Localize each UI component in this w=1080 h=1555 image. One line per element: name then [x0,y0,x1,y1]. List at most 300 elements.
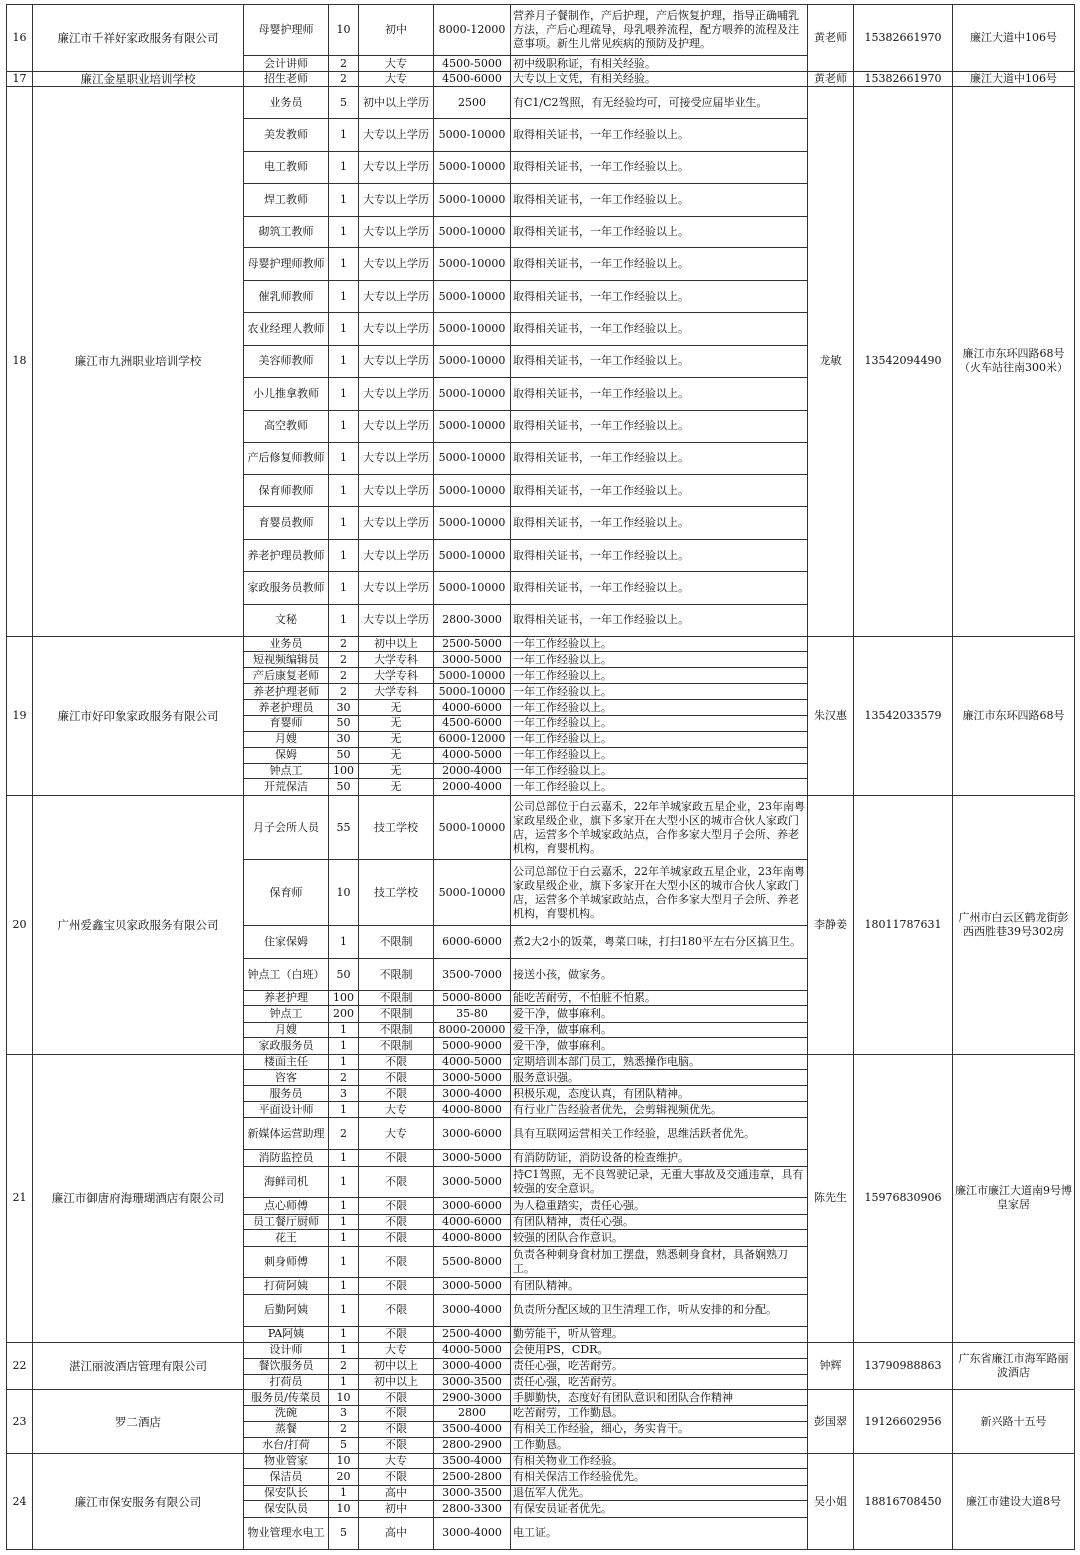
job-count: 1 [329,540,359,572]
job-count: 2 [329,1118,359,1150]
job-requirement: 能吃苦耐劳，不怕脏不怕累。 [511,990,808,1005]
job-rows [7,5,1075,1550]
company-address: 广州市白云区鹤龙街彭西西胜巷39号302房 [953,795,1075,1054]
job-requirement: 取得相关证书，一年工作经验以上。 [511,151,808,183]
job-requirement: 一年工作经验以上。 [511,700,808,715]
job-count: 10 [329,860,359,926]
job-salary: 5000-10000 [434,475,511,507]
job-salary: 4000-8000 [434,1230,511,1246]
job-count: 3 [329,1405,359,1421]
job-education: 不限 [359,1166,434,1198]
job-requirement: 取得相关证书，一年工作经验以上。 [511,540,808,572]
job-education: 技工学校 [359,795,434,860]
job-requirement: 一年工作经验以上。 [511,715,808,731]
job-salary: 4000-5000 [434,1054,511,1069]
job-count: 1 [329,571,359,604]
contact-person: 陈先生 [808,1054,854,1343]
job-salary: 4500-6000 [434,71,511,86]
job-requirement: 会使用PS，CDR。 [511,1343,808,1358]
job-requirement: 手脚勤快，态度好有团队意识和团队合作精神 [511,1390,808,1405]
job-education: 大专以上学历 [359,604,434,636]
job-count: 1 [329,377,359,410]
job-requirement: 取得相关证书，一年工作经验以上。 [511,281,808,313]
job-count: 1 [329,119,359,152]
job-title: 产后康复老师 [244,668,329,683]
company-name: 广州爱鑫宝贝家政服务有限公司 [33,795,244,1054]
job-requirement: 具有互联网运营相关工作经验，思维活跃者优先。 [511,1118,808,1150]
job-education: 不限 [359,1214,434,1229]
job-count: 2 [329,668,359,683]
job-salary: 2000-4000 [434,763,511,778]
contact-person: 朱汉惠 [808,636,854,795]
contact-person: 吴小姐 [808,1454,854,1550]
job-salary: 5000-10000 [434,683,511,699]
company-number: 22 [7,1343,33,1390]
job-title: 咨客 [244,1069,329,1085]
job-education: 大专 [359,1343,434,1358]
job-salary: 35-80 [434,1006,511,1022]
job-title: 会计讲师 [244,56,329,71]
job-count: 1 [329,1214,359,1229]
job-count: 5 [329,1437,359,1453]
job-count: 3 [329,1086,359,1101]
job-title: 员工餐厅厨师 [244,1214,329,1229]
job-requirement: 负责各种刺身食材加工摆盘，熟悉刺身食材，具备娴熟刀工。 [511,1246,808,1278]
job-education: 无 [359,700,434,715]
job-salary: 5000-10000 [434,540,511,572]
job-salary: 5000-8000 [434,990,511,1005]
table-row [7,1054,1075,1069]
job-education: 大学专科 [359,652,434,668]
job-count: 10 [329,1390,359,1405]
job-requirement: 一年工作经验以上。 [511,763,808,778]
job-count: 1 [329,1038,359,1054]
job-count: 1 [329,1101,359,1117]
job-requirement: 取得相关证书，一年工作经验以上。 [511,377,808,410]
job-title: 海鲜司机 [244,1166,329,1198]
job-title: 服务员/传菜员 [244,1390,329,1405]
job-count: 1 [329,281,359,313]
job-title: 美容师教师 [244,345,329,377]
contact-phone: 15382661970 [854,71,953,86]
job-count: 1 [329,1022,359,1037]
job-title: 砌筑工教师 [244,216,329,248]
company-name: 廉江市好印象家政服务有限公司 [33,636,244,795]
job-title: 养老护理 [244,990,329,1005]
job-salary: 2800-3300 [434,1501,511,1517]
job-salary: 6000-12000 [434,732,511,747]
job-requirement: 取得相关证书，一年工作经验以上。 [511,571,808,604]
job-title: 母婴护理师 [244,5,329,56]
job-title: 美发教师 [244,119,329,152]
job-requirement: 有相关物业工作经验。 [511,1454,808,1469]
job-salary: 8000-20000 [434,1022,511,1037]
job-salary: 2000-4000 [434,779,511,795]
job-title: 开荒保洁 [244,779,329,795]
job-education: 不限 [359,1437,434,1453]
job-requirement: 取得相关证书，一年工作经验以上。 [511,475,808,507]
contact-person: 钟辉 [808,1343,854,1390]
job-salary: 5000-9000 [434,1038,511,1054]
job-salary: 2500-4000 [434,1326,511,1342]
job-count: 1 [329,926,359,959]
job-title: 高空教师 [244,410,329,442]
job-salary: 3000-4000 [434,1086,511,1101]
job-education: 大专以上学历 [359,216,434,248]
job-requirement: 责任心强，吃苦耐劳。 [511,1358,808,1374]
job-education: 不限 [359,1246,434,1278]
job-title: PA阿姨 [244,1326,329,1342]
job-title: 产后修复师教师 [244,442,329,475]
contact-phone: 15382661970 [854,5,953,72]
job-education: 初中以上学历 [359,87,434,119]
job-requirement: 煮2大2小的饭菜，粤菜口味，打扫180平左右分区搞卫生。 [511,926,808,959]
job-education: 高中 [359,1485,434,1500]
job-count: 2 [329,683,359,699]
job-education: 不限 [359,1390,434,1405]
job-education: 初中 [359,5,434,56]
job-requirement: 负责所分配区域的卫生清理工作，听从安排的和分配。 [511,1294,808,1326]
job-education: 不限 [359,1278,434,1294]
job-count: 1 [329,442,359,475]
job-title: 钟点工（白班） [244,959,329,991]
job-title: 楼面主任 [244,1054,329,1069]
job-title: 花王 [244,1230,329,1246]
job-education: 大专以上学历 [359,248,434,281]
job-requirement: 有消防防证，消防设备的检查维护。 [511,1150,808,1166]
job-title: 月嫂 [244,732,329,747]
job-education: 不限 [359,1469,434,1485]
job-education: 大专 [359,1118,434,1150]
job-requirement: 一年工作经验以上。 [511,683,808,699]
job-education: 大专以上学历 [359,183,434,216]
job-title: 消防监控员 [244,1150,329,1166]
job-title: 养老护理老师 [244,683,329,699]
job-education: 不限 [359,1422,434,1437]
job-requirement: 取得相关证书，一年工作经验以上。 [511,345,808,377]
company-address: 新兴路十五号 [953,1390,1075,1454]
job-education: 大专以上学历 [359,442,434,475]
company-name: 廉江市御唐府海珊瑚酒店有限公司 [33,1054,244,1343]
job-count: 1 [329,248,359,281]
job-title: 业务员 [244,87,329,119]
job-requirement: 一年工作经验以上。 [511,636,808,651]
table-row [7,1343,1075,1358]
job-salary: 2500 [434,87,511,119]
job-count: 1 [329,345,359,377]
job-salary: 3000-4000 [434,1517,511,1549]
job-education: 大专以上学历 [359,410,434,442]
contact-person: 李静姜 [808,795,854,1054]
company-name: 湛江丽波酒店管理有限公司 [33,1343,244,1390]
job-salary: 5000-10000 [434,377,511,410]
job-salary: 4500-5000 [434,56,511,71]
job-title: 招生老师 [244,71,329,86]
company-number: 17 [7,71,33,86]
contact-phone: 19126602956 [854,1390,953,1454]
job-salary: 3000-4000 [434,1358,511,1374]
job-salary: 2900-3000 [434,1390,511,1405]
job-education: 不限制 [359,1006,434,1022]
job-count: 10 [329,5,359,56]
job-count: 1 [329,216,359,248]
job-listing-table [6,4,1075,1550]
job-requirement: 一年工作经验以上。 [511,652,808,668]
job-requirement: 公司总部位于白云嘉禾，22年羊城家政五星企业，23年南粤家政星级企业，旗下多家开在大型小区的城市合伙人家政门店，运营多个羊城家政站点，合作多家大型月子会所、养老机构，育婴机构。 [511,860,808,926]
job-salary: 3000-5000 [434,1278,511,1294]
job-title: 家政服务员教师 [244,571,329,604]
job-count: 5 [329,1517,359,1549]
job-count: 1 [329,1485,359,1500]
job-count: 1 [329,151,359,183]
job-salary: 4500-6000 [434,715,511,731]
company-name: 廉江金星职业培训学校 [33,71,244,86]
job-count: 50 [329,959,359,991]
job-education: 大专以上学历 [359,475,434,507]
job-count: 100 [329,990,359,1005]
job-requirement: 有相关工作经验，细心，务实肯干。 [511,1422,808,1437]
company-number: 21 [7,1054,33,1343]
job-requirement: 爱干净，做事麻利。 [511,1022,808,1037]
job-count: 200 [329,1006,359,1022]
job-salary: 3000-5000 [434,1069,511,1085]
job-education: 不限 [359,1069,434,1085]
job-title: 刺身师傅 [244,1246,329,1278]
job-salary: 5000-10000 [434,119,511,152]
job-education: 不限 [359,1198,434,1214]
job-count: 1 [329,313,359,346]
job-salary: 8000-12000 [434,5,511,56]
job-education: 大专以上学历 [359,571,434,604]
job-salary: 4000-6000 [434,700,511,715]
job-requirement: 有保安员证者优先。 [511,1501,808,1517]
job-education: 初中以上 [359,1374,434,1389]
job-title: 保育师教师 [244,475,329,507]
job-salary: 5000-10000 [434,507,511,540]
job-education: 无 [359,715,434,731]
job-title: 保姆 [244,747,329,763]
job-requirement: 取得相关证书，一年工作经验以上。 [511,119,808,152]
job-education: 不限制 [359,1038,434,1054]
job-education: 初中以上 [359,636,434,651]
job-count: 10 [329,1454,359,1469]
job-education: 大专以上学历 [359,377,434,410]
job-requirement: 为人稳重踏实，责任心强。 [511,1198,808,1214]
job-education: 大专以上学历 [359,313,434,346]
job-count: 50 [329,779,359,795]
job-count: 1 [329,1278,359,1294]
job-title: 电工教师 [244,151,329,183]
job-education: 无 [359,747,434,763]
job-salary: 2500-2800 [434,1469,511,1485]
job-title: 水台/打荷 [244,1437,329,1453]
job-title: 母婴护理师教师 [244,248,329,281]
job-education: 不限 [359,1086,434,1101]
job-title: 育婴师 [244,715,329,731]
job-title: 钟点工 [244,763,329,778]
job-salary: 4000-6000 [434,1214,511,1229]
job-title: 新媒体运营助理 [244,1118,329,1150]
company-address: 廉江大道中106号 [953,71,1075,86]
job-title: 保育师 [244,860,329,926]
contact-person: 黄老师 [808,71,854,86]
job-title: 家政服务员 [244,1038,329,1054]
job-count: 1 [329,1246,359,1278]
job-title: 月嫂 [244,1022,329,1037]
contact-person: 彭国翠 [808,1390,854,1454]
job-requirement: 爱干净，做事麻利。 [511,1006,808,1022]
job-title: 保洁员 [244,1469,329,1485]
job-count: 1 [329,507,359,540]
job-title: 育婴员教师 [244,507,329,540]
job-salary: 5000-10000 [434,281,511,313]
company-number: 24 [7,1454,33,1550]
job-requirement: 电工证。 [511,1517,808,1549]
table-row [7,87,1075,119]
job-requirement: 取得相关证书，一年工作经验以上。 [511,183,808,216]
job-count: 1 [329,1326,359,1342]
contact-phone: 13542094490 [854,87,953,636]
job-requirement: 较强的团队合作意识。 [511,1230,808,1246]
job-count: 2 [329,1358,359,1374]
job-education: 初中以上 [359,1358,434,1374]
job-education: 不限制 [359,926,434,959]
job-requirement: 初中级职称证，有相关经验。 [511,56,808,71]
job-title: 打荷员 [244,1374,329,1389]
job-title: 文秘 [244,604,329,636]
job-education: 大专以上学历 [359,281,434,313]
job-requirement: 取得相关证书，一年工作经验以上。 [511,248,808,281]
job-requirement: 持C1驾照，无不良驾驶记录，无重大事故及交通违章，具有较强的安全意识。 [511,1166,808,1198]
job-title: 服务员 [244,1086,329,1101]
job-salary: 5000-10000 [434,860,511,926]
job-count: 1 [329,183,359,216]
job-title: 设计师 [244,1343,329,1358]
job-title: 催乳师教师 [244,281,329,313]
company-name: 罗二酒店 [33,1390,244,1454]
job-title: 农业经理人教师 [244,313,329,346]
job-requirement: 有行业广告经验者优先，会剪辑视频优先。 [511,1101,808,1117]
job-salary: 3000-3500 [434,1374,511,1389]
job-salary: 4000-8000 [434,1101,511,1117]
job-salary: 2500-5000 [434,636,511,651]
job-title: 住家保姆 [244,926,329,959]
job-count: 100 [329,763,359,778]
job-education: 大专 [359,56,434,71]
job-title: 小儿推拿教师 [244,377,329,410]
job-education: 无 [359,732,434,747]
job-title: 后勤阿姨 [244,1294,329,1326]
job-salary: 3000-4000 [434,1294,511,1326]
job-title: 物业管家 [244,1454,329,1469]
company-address: 廉江市东环四路68号 [953,636,1075,795]
company-name: 廉江市保安服务有限公司 [33,1454,244,1550]
company-address: 廉江市建设大道8号 [953,1454,1075,1550]
job-salary: 6000-6000 [434,926,511,959]
job-salary: 5000-10000 [434,248,511,281]
job-salary: 3500-4000 [434,1422,511,1437]
job-requirement: 取得相关证书，一年工作经验以上。 [511,313,808,346]
company-address: 广东省廉江市海军路丽波酒店 [953,1343,1075,1390]
table-row [7,71,1075,86]
job-requirement: 一年工作经验以上。 [511,732,808,747]
job-count: 20 [329,1469,359,1485]
job-title: 平面设计师 [244,1101,329,1117]
job-education: 不限 [359,1326,434,1342]
company-number: 20 [7,795,33,1054]
job-education: 大专 [359,1454,434,1469]
company-name: 廉江市千祥好家政服务有限公司 [33,5,244,72]
job-education: 大专 [359,1101,434,1117]
job-requirement: 吃苦耐劳，工作勤恳。 [511,1405,808,1421]
job-salary: 3000-5000 [434,1150,511,1166]
job-title: 保安队员 [244,1501,329,1517]
job-requirement: 一年工作经验以上。 [511,668,808,683]
job-salary: 3500-7000 [434,959,511,991]
job-count: 2 [329,1422,359,1437]
job-count: 1 [329,1374,359,1389]
job-count: 1 [329,410,359,442]
job-education: 不限制 [359,990,434,1005]
job-salary: 3000-6000 [434,1118,511,1150]
job-salary: 2800-2900 [434,1437,511,1453]
company-address: 廉江大道中106号 [953,5,1075,72]
job-requirement: 服务意识强。 [511,1069,808,1085]
job-count: 30 [329,700,359,715]
job-title: 养老护理员教师 [244,540,329,572]
job-salary: 5000-10000 [434,313,511,346]
job-requirement: 公司总部位于白云嘉禾，22年羊城家政五星企业，23年南粤家政星级企业，旗下多家开在大型小区的城市合伙人家政门店，运营多个羊城家政站点，合作多家大型月子会所、养老机构，育婴机构。 [511,795,808,860]
job-count: 1 [329,475,359,507]
contact-phone: 18816708450 [854,1454,953,1550]
table-row [7,636,1075,651]
contact-person: 黄老师 [808,5,854,72]
job-education: 大学专科 [359,683,434,699]
job-count: 30 [329,732,359,747]
job-education: 高中 [359,1517,434,1549]
job-requirement: 责任心强，吃苦耐劳。 [511,1374,808,1389]
job-salary: 3000-3500 [434,1485,511,1500]
job-count: 1 [329,1343,359,1358]
job-title: 餐饮服务员 [244,1358,329,1374]
contact-person: 龙敏 [808,87,854,636]
job-count: 55 [329,795,359,860]
company-address: 廉江市廉江大道南9号博皇家居 [953,1054,1075,1343]
job-requirement: 营养月子餐制作，产后护理，产后恢复护理，指导正确哺乳方法，产后心理疏导，母乳喂养流程，配方喂养的流程及注意事项。新生儿常见疾病的预防及护理。 [511,5,808,56]
job-requirement: 有团队精神，责任心强。 [511,1214,808,1229]
job-salary: 2800-3000 [434,604,511,636]
job-education: 大专以上学历 [359,540,434,572]
job-requirement: 工作勤恳。 [511,1437,808,1453]
job-count: 1 [329,1230,359,1246]
job-title: 打荷阿姨 [244,1278,329,1294]
job-title: 保安队长 [244,1485,329,1500]
job-education: 技工学校 [359,860,434,926]
job-count: 2 [329,636,359,651]
job-salary: 5000-10000 [434,183,511,216]
job-count: 50 [329,747,359,763]
job-education: 初中 [359,1501,434,1517]
company-address: 廉江市东环四路68号（火车站往南300米） [953,87,1075,636]
job-requirement: 有团队精神。 [511,1278,808,1294]
job-requirement: 有C1/C2驾照，有无经验均可，可接受应届毕业生。 [511,87,808,119]
company-number: 19 [7,636,33,795]
job-education: 不限 [359,1230,434,1246]
job-requirement: 取得相关证书，一年工作经验以上。 [511,410,808,442]
job-count: 2 [329,1069,359,1085]
contact-phone: 13542033579 [854,636,953,795]
job-requirement: 有相关保洁工作经验优先。 [511,1469,808,1485]
